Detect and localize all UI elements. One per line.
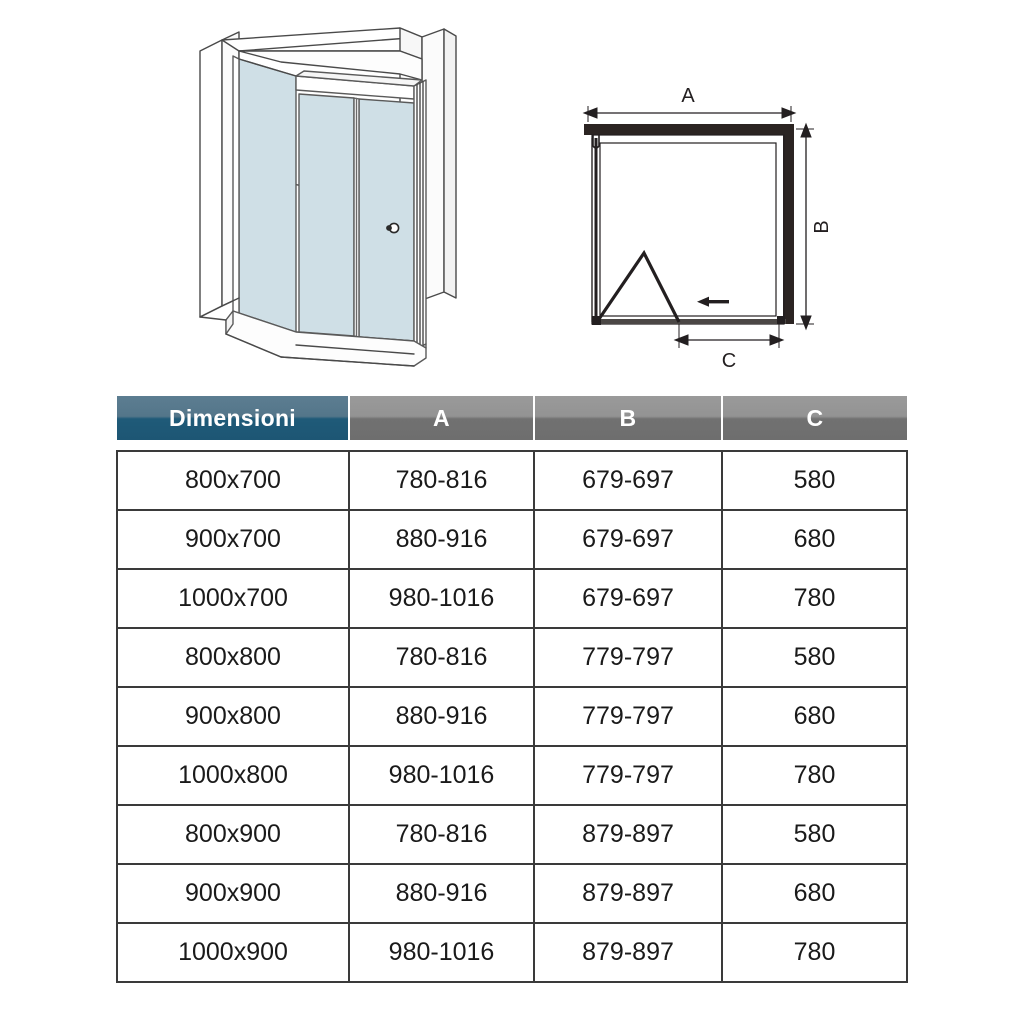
- cell-b: 679-697: [534, 510, 722, 569]
- table-header-row: [117, 396, 907, 440]
- cell-a: 980-1016: [349, 569, 534, 628]
- cell-c: 580: [722, 628, 907, 687]
- cell-dimensioni: 1000x700: [117, 569, 349, 628]
- cell-b: 679-697: [534, 569, 722, 628]
- cell-dimensioni: 900x900: [117, 864, 349, 923]
- table-row: [117, 687, 907, 746]
- table-row: [117, 864, 907, 923]
- cell-c: 580: [722, 451, 907, 510]
- table-row: [117, 746, 907, 805]
- table-row: [117, 569, 907, 628]
- cell-dimensioni: 1000x800: [117, 746, 349, 805]
- cell-dimensioni: 800x800: [117, 628, 349, 687]
- shower-enclosure-floorplan-svg: [566, 86, 846, 376]
- cell-b: 779-797: [534, 687, 722, 746]
- plan-door-swing-triangle: [597, 253, 679, 322]
- column-header-dimensioni: Dimensioni: [117, 396, 349, 440]
- dimension-b-label: B: [811, 220, 833, 234]
- cell-c: 580: [722, 805, 907, 864]
- cell-c: 780: [722, 746, 907, 805]
- table-body: [117, 440, 907, 982]
- cell-c: 780: [722, 569, 907, 628]
- cell-b: 779-797: [534, 746, 722, 805]
- dimensions-table-wrap: [116, 396, 906, 983]
- cell-a: 880-916: [349, 687, 534, 746]
- cell-b: 879-897: [534, 864, 722, 923]
- cell-b: 879-897: [534, 805, 722, 864]
- dimensions-table: [116, 396, 908, 983]
- cell-a: 780-816: [349, 805, 534, 864]
- dimension-c-label: C: [721, 350, 737, 372]
- cell-a: 980-1016: [349, 923, 534, 982]
- cell-b: 779-797: [534, 628, 722, 687]
- cell-a: 880-916: [349, 510, 534, 569]
- cell-c: 680: [722, 687, 907, 746]
- cell-a: 980-1016: [349, 746, 534, 805]
- plan-bottom-rail: [596, 319, 786, 324]
- isometric-drawing: [186, 14, 486, 384]
- cell-dimensioni: 800x900: [117, 805, 349, 864]
- table-row: [117, 805, 907, 864]
- floor-plan-drawing: [566, 86, 846, 376]
- table-row: [117, 451, 907, 510]
- plan-right-wall: [783, 124, 794, 324]
- cell-c: 680: [722, 510, 907, 569]
- shower-enclosure-isometric-svg: [186, 14, 486, 384]
- diagrams-area: [0, 0, 1024, 390]
- table-row: [117, 628, 907, 687]
- cell-dimensioni: 1000x900: [117, 923, 349, 982]
- cell-a: 780-816: [349, 628, 534, 687]
- table-row: [117, 510, 907, 569]
- cell-a: 780-816: [349, 451, 534, 510]
- cell-a: 880-916: [349, 864, 534, 923]
- cell-dimensioni: 800x700: [117, 451, 349, 510]
- cell-dimensioni: 900x800: [117, 687, 349, 746]
- column-header-c: C: [722, 396, 907, 440]
- column-header-b: B: [534, 396, 722, 440]
- plan-top-wall: [584, 124, 794, 135]
- plan-slide-direction-arrow: [697, 297, 729, 307]
- dimension-a-label: A: [681, 86, 695, 107]
- header-gap: [117, 440, 907, 451]
- cell-c: 680: [722, 864, 907, 923]
- column-header-a: A: [349, 396, 534, 440]
- dimension-c: [675, 324, 783, 348]
- dimension-a: [584, 106, 795, 122]
- cell-c: 780: [722, 923, 907, 982]
- cell-b: 679-697: [534, 451, 722, 510]
- cell-dimensioni: 900x700: [117, 510, 349, 569]
- table-header: [117, 396, 907, 440]
- table-row: [117, 923, 907, 982]
- cell-b: 879-897: [534, 923, 722, 982]
